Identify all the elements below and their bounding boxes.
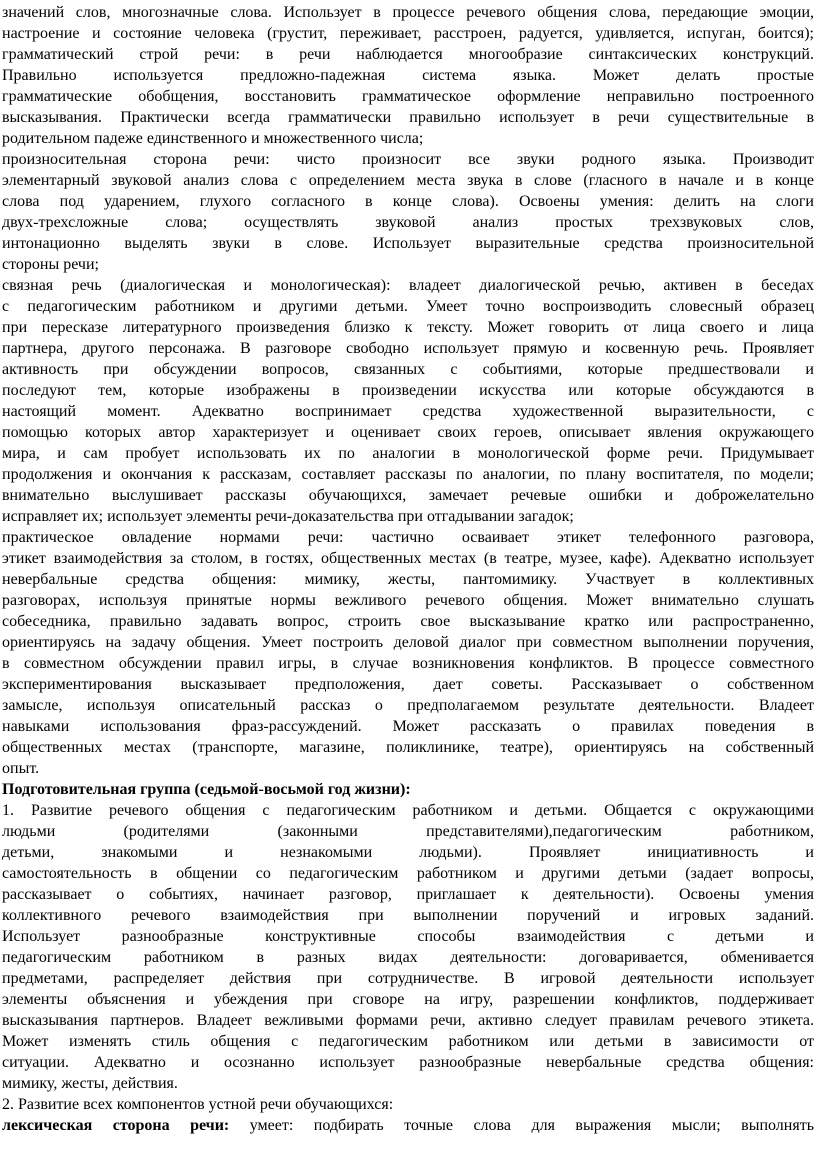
text-line: слова под ударением, глухого согласного в конце слова). Освоены умения: делить на слоги [2,193,814,210]
text-line: исправляет их; использует элементы речи-доказательства при отгадывании загадок; [2,508,574,525]
text-line: при пересказе литературного произведения близко к тексту. Может говорить от лица своего и лица [2,319,814,336]
text-line: самостоятельность в общении со педагогическим работником и другими детьми (задает вопросы, [2,865,814,882]
text-line: разговорах, используя принятые нормы вежливого речевого общения. Может внимательно слушать [2,592,814,609]
text-line-mixed [2,1115,814,1136]
text-line: последуют тем, которые изображены в произведении искусства или которые обсуждаются в [2,382,814,399]
text-line: ситуации. Адекватно и осознанно использует разнообразные невербальные средства общения: [2,1054,814,1071]
text-line: этикет взаимодействия за столом, в гостях, общественных местах (в театре, музее, кафе). Адекватно использует [2,550,814,567]
text-line: грамматические обобщения, восстановить грамматическое оформление неправильно построенного [2,88,814,105]
text-line: детьми, знакомыми и незнакомыми людьми). Проявляет инициативность и [2,844,814,861]
text-line: рассказывает о событиях, начинает разговор, приглашает к деятельности). Освоены умения [2,886,814,903]
text-line: продолжения и окончания к рассказам, составляет рассказы по аналогии, по плану воспитателя, по модели; [2,466,814,483]
lexical-label: лексическая сторона речи: [2,1117,230,1134]
text-line: опыт. [2,760,40,777]
text-line: с педагогическим работником и другими детьми. Умеет точно воспроизводить словесный образец [2,298,814,315]
text-line: ориентируясь на задачу общения. Умеет построить деловой диалог при совместном выполнении поручения, [2,634,814,651]
text-line: интонационно выделять звуки в слове. Использует выразительные средства произносительной [2,235,814,252]
text-line: навыками использования фраз-рассуждений. Может рассказать о правилах поведения в [2,718,814,735]
text-line: грамматический строй речи: в речи наблюдается многообразие синтаксических конструкций. [2,46,814,63]
text-line: невербальные средства общения: мимику, жесты, пантомимику. Участвует в коллективных [2,571,814,588]
text-line: элементы объяснения и убеждения при сговоре на игру, разрешении конфликтов, поддерживает [2,991,814,1008]
text-line: в совместном обсуждении правил игры, в случае возникновения конфликтов. В процессе совместного [2,655,814,672]
text-line: настроение и состояние человека (грустит, переживает, расстроен, радуется, удивляется, испуган, боится); [2,25,814,42]
text-line: стороны речи; [2,256,99,273]
text-line: активность при обсуждении вопросов, связанных с событиями, которые предшествовали и [2,361,814,378]
text-line: людьми (родителями (законными представителями),педагогическим работником, [2,823,814,840]
text-line: Правильно используется предложно-падежная система языка. Может делать простые [2,67,814,84]
text-line: связная речь (диалогическая и монологическая): владеет диалогической речью, активен в беседах [2,277,814,294]
text-line: элементарный звуковой анализ слова с определением места звука в слове (гласного в начале и в конце [2,172,814,189]
text-line: двух-трехсложные слова; осуществлять звуковой анализ простых трехзвуковых слов, [2,214,814,231]
text-line: мимику, жесты, действия. [2,1075,178,1092]
text-line: коллективного речевого взаимодействия при выполнении поручений и игровых заданий. [2,907,814,924]
text-line: практическое овладение нормами речи: частично осваивает этикет телефонного разговора, [2,529,814,546]
text-line: высказывания партнеров. Владеет вежливыми формами речи, активно следует правилам речевого этикета. [2,1012,814,1029]
text-line: высказывания. Практически всегда грамматически правильно использует в речи существительные в [2,109,814,126]
text-line: партнера, другого персонажа. В разговоре свободно использует прямую и косвенную речь. Проявляет [2,340,814,357]
text-line: экспериментирования высказывает предположения, дает советы. Рассказывает о собственном [2,676,814,693]
text-line: собеседника, правильно задавать вопрос, строить свое высказывание кратко или распространенно, [2,613,814,630]
text-line: помощью которых автор характеризует и оценивает своих героев, описывает явления окружающего [2,424,814,441]
text-line: общественных местах (транспорте, магазине, поликлинике, театре), ориентируясь на собственный [2,739,814,756]
text-line: произносительная сторона речи: чисто произносит все звуки родного языка. Производит [2,151,814,168]
text-line: 1. Развитие речевого общения с педагогическим работником и детьми. Общается с окружающими [2,802,814,819]
text-line: настоящий момент. Адекватно воспринимает средства художественной выразительности, с [2,403,814,420]
lexical-text: умеет: подбирать точные слова для выражения мысли; выполнять [229,1117,814,1134]
text-line: замысле, используя описательный рассказ о предполагаемом результате деятельности. Владеет [2,697,814,714]
text-line: значений слов, многозначные слова. Использует в процессе речевого общения слова, передающие эмоции, [2,4,814,21]
section-heading: Подготовительная группа (седьмой-восьмой год жизни): [2,781,411,798]
text-line: мира, и сам пробует использовать их по аналогии в монологической форме речи. Придумывает [2,445,814,462]
text-line: родительном падеже единственного и множественного числа; [2,130,424,147]
text-line: внимательно выслушивает рассказы обучающихся, замечает речевые ошибки и доброжелательно [2,487,814,504]
text-line: педагогическим работником в разных видах деятельности: договаривается, обменивается [2,949,814,966]
text-line: 2. Развитие всех компонентов устной речи обучающихся: [2,1096,394,1113]
text-line: Использует разнообразные конструктивные способы взаимодействия с детьми и [2,928,814,945]
text-line: Может изменять стиль общения с педагогическим работником или детьми в зависимости от [2,1033,814,1050]
text-line: предметами, распределяет действия при сотрудничестве. В игровой деятельности использует [2,970,814,987]
